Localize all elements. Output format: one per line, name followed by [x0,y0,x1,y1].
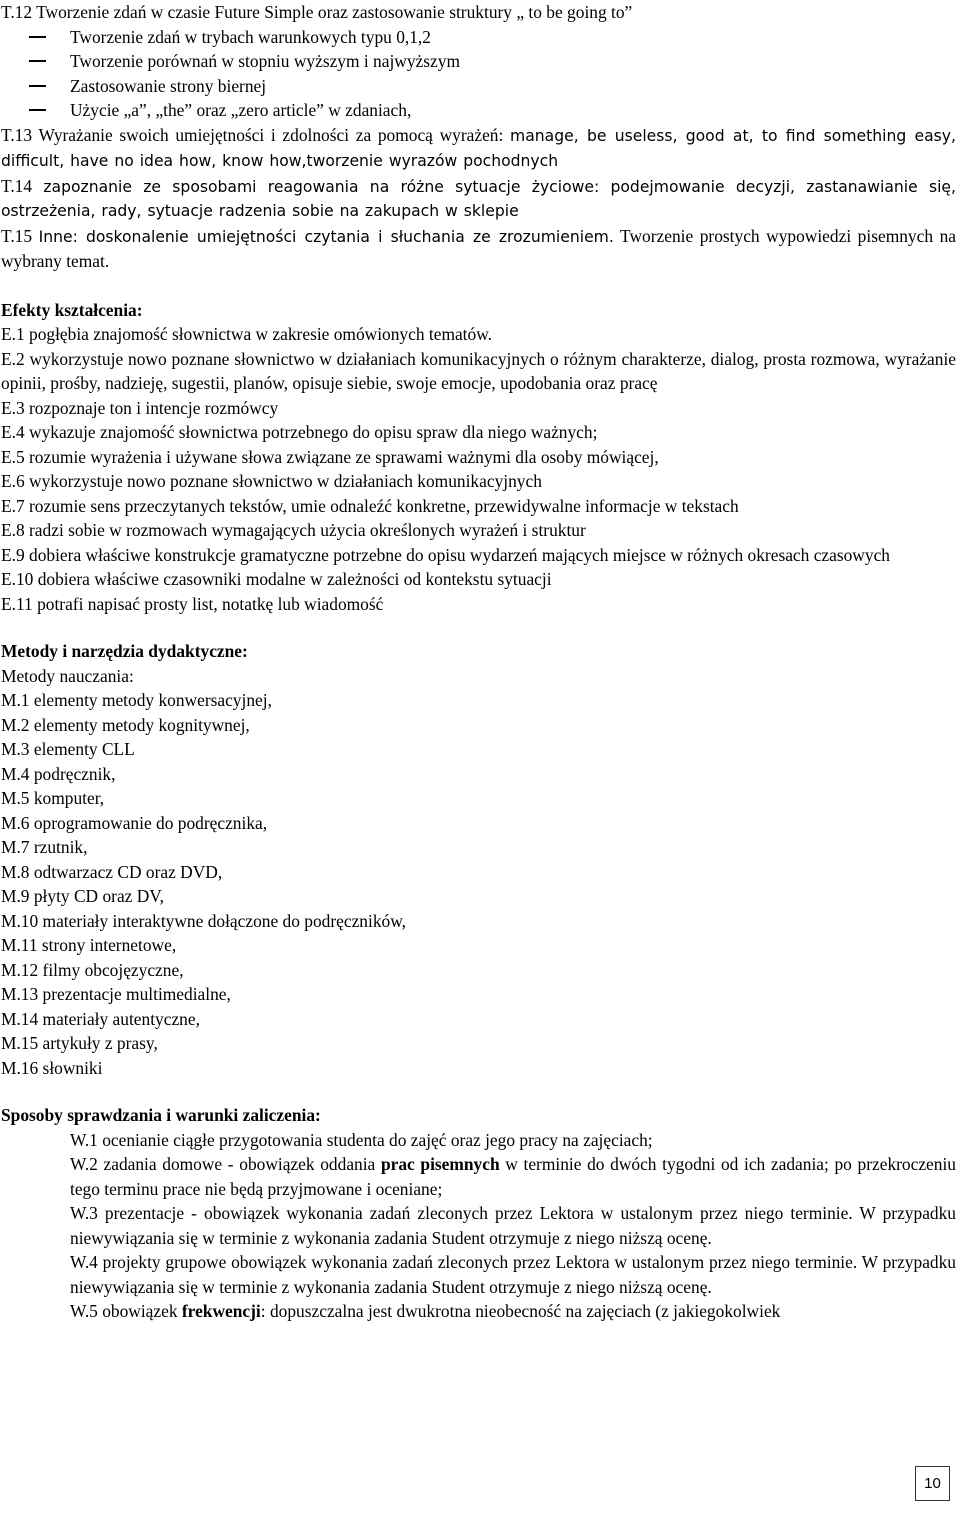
effect-item: E.9 dobiera właściwe konstrukcje gramatyczne potrzebne do opisu wydarzeń mających miejsce w różnych okresach czasowych [1,544,890,565]
effect-item: E.4 wykazuje znajomość słownictwa potrzebnego do opisu spraw dla niego ważnych; [1,422,598,442]
effect-item: E.7 rozumie sens przeczytanych tekstów, umie odnaleźć konkretne, przewidywalne informacje w tekstach [1,495,739,516]
method-item: M.5 komputer, [1,788,105,808]
effect-item: E.6 wykorzystuje nowo poznane słownictwo w działaniach komunikacyjnych [1,471,542,491]
dash-bullet-icon [29,85,46,87]
page-number: 10 [915,1466,950,1501]
method-item: M.16 słowniki [1,1057,103,1078]
dash-bullet-icon [29,60,46,62]
method-item: M.13 prezentacje multimedialne, [1,984,231,1004]
method-item: M.14 materiały autentyczne, [1,1008,200,1029]
method-item: M.9 płyty CD oraz DV, [1,886,164,906]
dash-bullet-icon [29,36,46,38]
method-item: M.4 podręcznik, [1,763,116,784]
effects-heading: Efekty kształcenia: [1,299,143,320]
effect-item: E.5 rozumie wyrażenia i używane słowa związane ze sprawami ważnymi dla osoby mówiącej, [1,446,659,467]
topic-t12-item: Użycie „a”, „the” oraz „zero article” w zdaniach, [1,98,956,123]
topic-t12-item: Tworzenie porównań w stopniu wyższym i najwyższym [1,49,956,74]
document-page [1,0,956,1324]
effect-item: E.8 radzi sobie w rozmowach wymagających użycia określonych wyrażeń i struktur [1,520,586,540]
topic-t12-title: T.12 Tworzenie zdań w czasie Future Simple oraz zastosowanie struktury „ to be going to” [1,2,633,22]
assessment-list [1,1128,956,1324]
assessment-item-w1: W.1 ocenianie ciągłe przygotowania studenta do zajęć oraz jego pracy na zajęciach; [70,1129,653,1150]
assessment-heading: Sposoby sprawdzania i warunki zaliczenia: [1,1105,321,1125]
method-item: M.3 elementy CLL [1,739,135,759]
methods-heading: Metody i narzędzia dydaktyczne: [1,641,248,661]
method-item: M.1 elementy metody konwersacyjnej, [1,690,272,710]
method-item: M.12 filmy obcojęzyczne, [1,959,184,980]
methods-subheading: Metody nauczania: [1,665,134,686]
method-item: M.11 strony internetowe, [1,935,177,955]
assessment-item-w5: W.5 obowiązek frekwencji: dopuszczalna jest dwukrotna nieobecność na zajęciach (z jakiegokolwiek [70,1301,781,1321]
effect-item: E.10 dobiera właściwe czasowniki modalne w zależności od kontekstu sytuacji [1,569,552,589]
method-item: M.2 elementy metody kognitywnej, [1,714,250,735]
methods-list [1,688,956,1080]
effect-item: E.1 pogłębia znajomość słownictwa w zakresie omówionych tematów. [1,324,492,344]
method-item: M.8 odtwarzacz CD oraz DVD, [1,861,223,882]
effects-list [1,322,956,616]
assessment-item-w2: W.2 zadania domowe - obowiązek oddania prac pisemnych w terminie do dwóch tygodni od ich zadania; po przekroczeniu tego terminu prace nie będą przyjmowane i oceniane; [70,1154,956,1199]
dash-bullet-icon [29,109,46,111]
topic-t13: T.13 Wyrażanie swoich umiejętności i zdolności za pomocą wyrażeń: manage, be useless, good at, to find something easy, difficult, have no idea how, know how,tworzenie wyrazów pochodnych [1,124,956,170]
topic-t12-item: Zastosowanie strony biernej [1,74,956,99]
topic-t12-item: Tworzenie zdań w trybach warunkowych typu 0,1,2 [1,25,956,50]
effect-item: E.3 rozpoznaje ton i intencje rozmówcy [1,397,279,418]
topic-t15: T.15 Inne: doskonalenie umiejętności czytania i słuchania ze zrozumieniem. Tworzenie prostych wypowiedzi pisemnych na wybrany temat. [1,225,956,271]
method-item: M.15 artykuły z prasy, [1,1033,158,1053]
assessment-item-w4: W.4 projekty grupowe obowiązek wykonania zadań zleconych przez Lektora w ustalonym przez niego terminie. W przypadku niewywiązania się w terminie z wykonania zadania Student otrzymuje z niego niższą ocenę. [70,1252,956,1297]
assessment-item-w3: W.3 prezentacje - obowiązek wykonania zadań zleconych przez Lektora w ustalonym przez niego terminie. W przypadku niewywiązania się w terminie z wykonania zadania Student otrzymuje z niego niższą ocenę. [70,1203,956,1248]
method-item: M.7 rzutnik, [1,837,88,857]
effect-item: E.2 wykorzystuje nowo poznane słownictwo w działaniach komunikacyjnych o różnym charakterze, dialog, prosta rozmowa, wyrażanie opinii, prośby, nadzieję, sugestii, planów, opisuje siebie, swoje emocje, upodobania oraz pracę [1,348,956,393]
method-item: M.6 oprogramowanie do podręcznika, [1,812,268,833]
method-item: M.10 materiały interaktywne dołączone do podręczników, [1,910,406,931]
topic-t14: T.14 zapoznanie ze sposobami reagowania na różne sytuacje życiowe: podejmowanie decyzji, zastanawianie się, ostrzeżenia, rady, sytuacje radzenia sobie na zakupach w sklepie [1,175,956,220]
effect-item: E.11 potrafi napisać prosty list, notatkę lub wiadomość [1,593,384,614]
